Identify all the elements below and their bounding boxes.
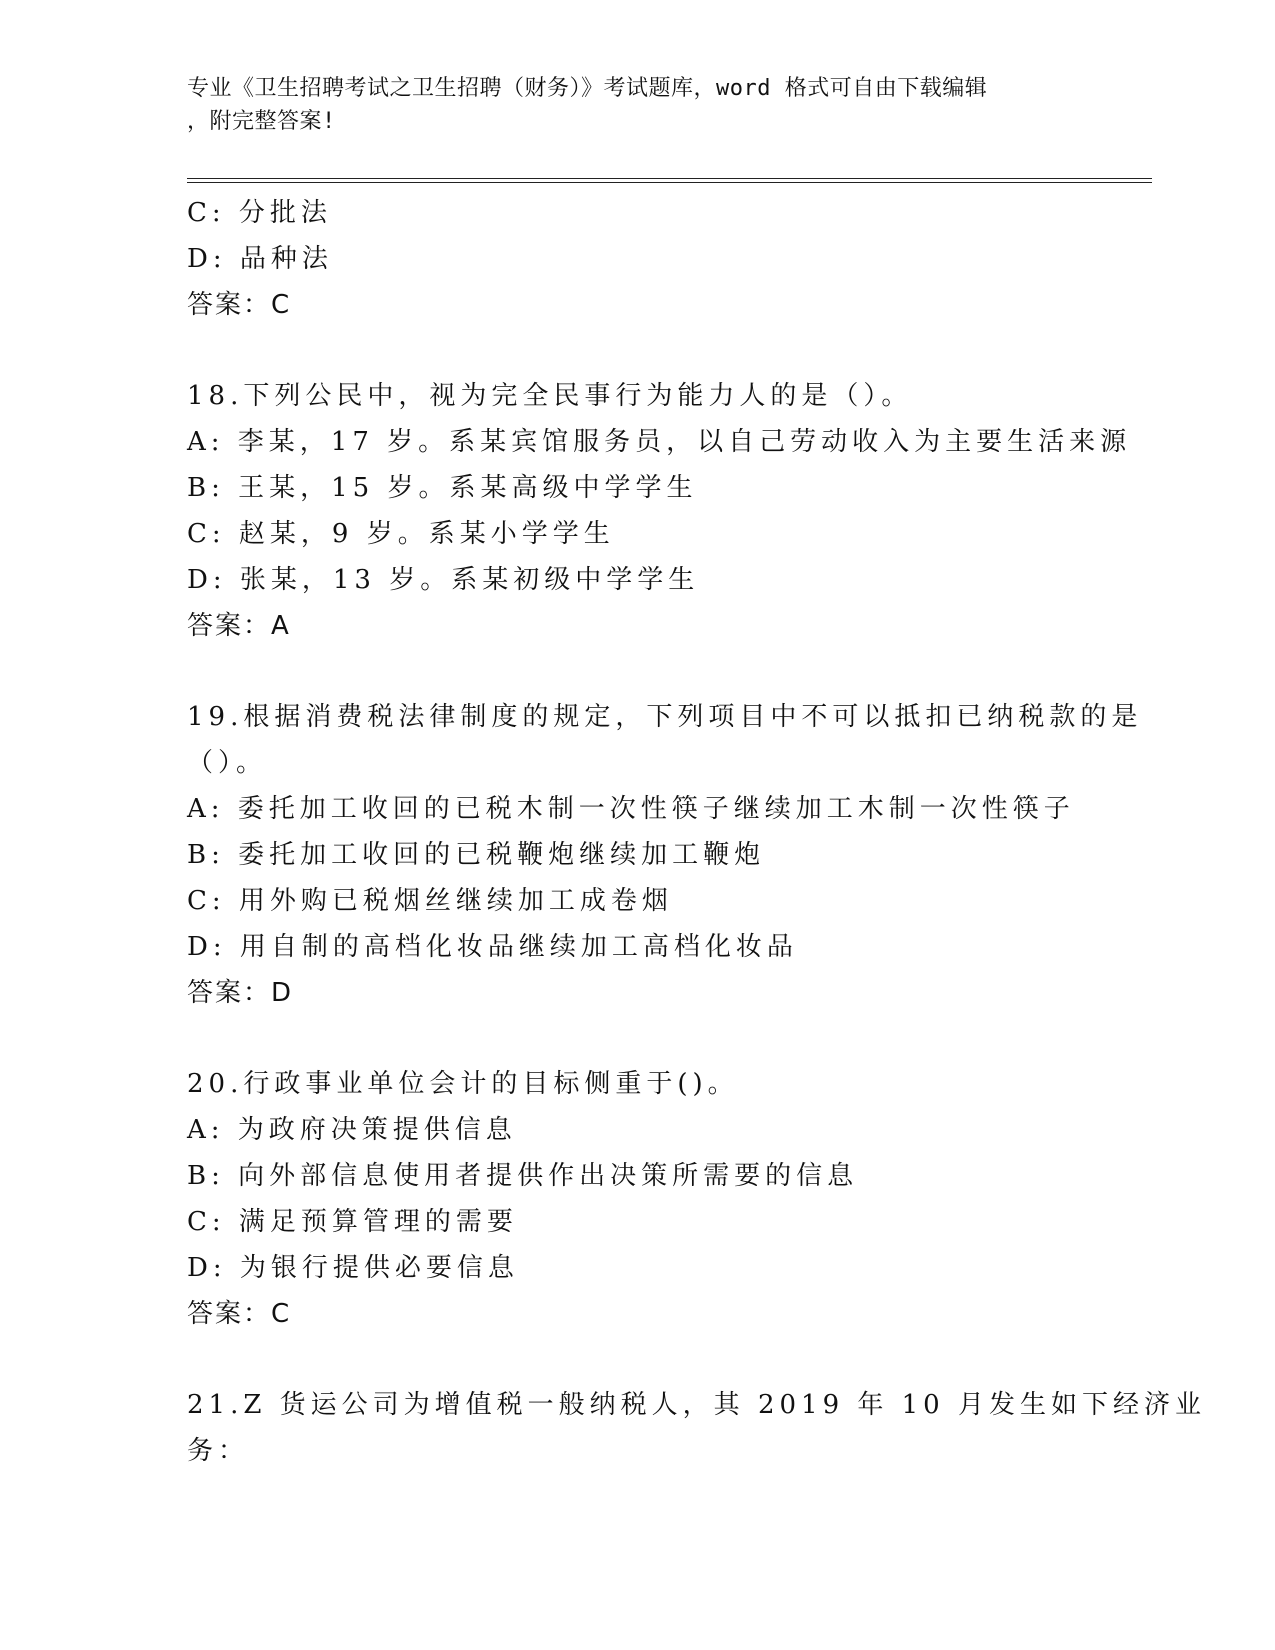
option-a: A: 李某，17 岁。系某宾馆服务员，以自己劳动收入为主要生活来源: [187, 427, 1132, 457]
option-d: D: 用自制的高档化妆品继续加工高档化妆品: [187, 932, 798, 962]
option-b: B: 王某，15 岁。系某高级中学学生: [187, 473, 698, 503]
question-19: [187, 694, 1143, 1016]
answer-line: 答案：A: [187, 611, 291, 641]
spacer: [187, 1016, 1087, 1061]
answer-line: 答案：C: [187, 290, 292, 320]
page-header: [187, 72, 1067, 138]
header-line-1: 专业《卫生招聘考试之卫生招聘（财务）》考试题库，word 格式可自由下载编辑: [187, 76, 988, 101]
question-stem-line-2: 务：: [187, 1436, 250, 1466]
answer-line: 答案：D: [187, 978, 294, 1008]
option-a: A: 委托加工收回的已税木制一次性筷子继续加工木制一次性筷子: [187, 794, 1075, 824]
question-stem: 18.下列公民中，视为完全民事行为能力人的是（）。: [187, 381, 913, 411]
option-c: C: 分批法: [187, 198, 332, 228]
option-c: C: 用外购已税烟丝继续加工成卷烟: [187, 886, 673, 916]
question-20: [187, 1061, 1087, 1337]
spacer: [187, 1337, 1087, 1382]
question-stem-line-1: 21.Z 货运公司为增值税一般纳税人，其 2019 年 10 月发生如下经济业: [187, 1390, 1206, 1420]
option-c: C: 满足预算管理的需要: [187, 1207, 518, 1237]
question-21: [187, 1382, 1206, 1474]
question-continued: [187, 190, 1087, 328]
spacer: [187, 328, 1087, 373]
option-b: B: 委托加工收回的已税鞭炮继续加工鞭炮: [187, 840, 766, 870]
option-c: C: 赵某，9 岁。系某小学学生: [187, 519, 615, 549]
option-b: B: 向外部信息使用者提供作出决策所需要的信息: [187, 1161, 859, 1191]
question-18: [187, 373, 1132, 649]
option-d: D: 张某，13 岁。系某初级中学学生: [187, 565, 700, 595]
answer-line: 答案：C: [187, 1299, 292, 1329]
option-d: D: 为银行提供必要信息: [187, 1253, 519, 1283]
question-stem-line-2: （）。: [187, 748, 268, 778]
option-d: D: 品种法: [187, 244, 333, 274]
option-a: A: 为政府决策提供信息: [187, 1115, 517, 1145]
question-list: [187, 190, 1206, 1474]
header-divider-bottom: [187, 182, 1152, 183]
header-divider-top: [187, 178, 1152, 179]
question-stem-line-1: 19.根据消费税法律制度的规定，下列项目中不可以抵扣已纳税款的是: [187, 702, 1143, 732]
header-line-2: ，附完整答案!: [187, 109, 336, 134]
question-stem: 20.行政事业单位会计的目标侧重于()。: [187, 1069, 739, 1099]
spacer: [187, 649, 1087, 694]
